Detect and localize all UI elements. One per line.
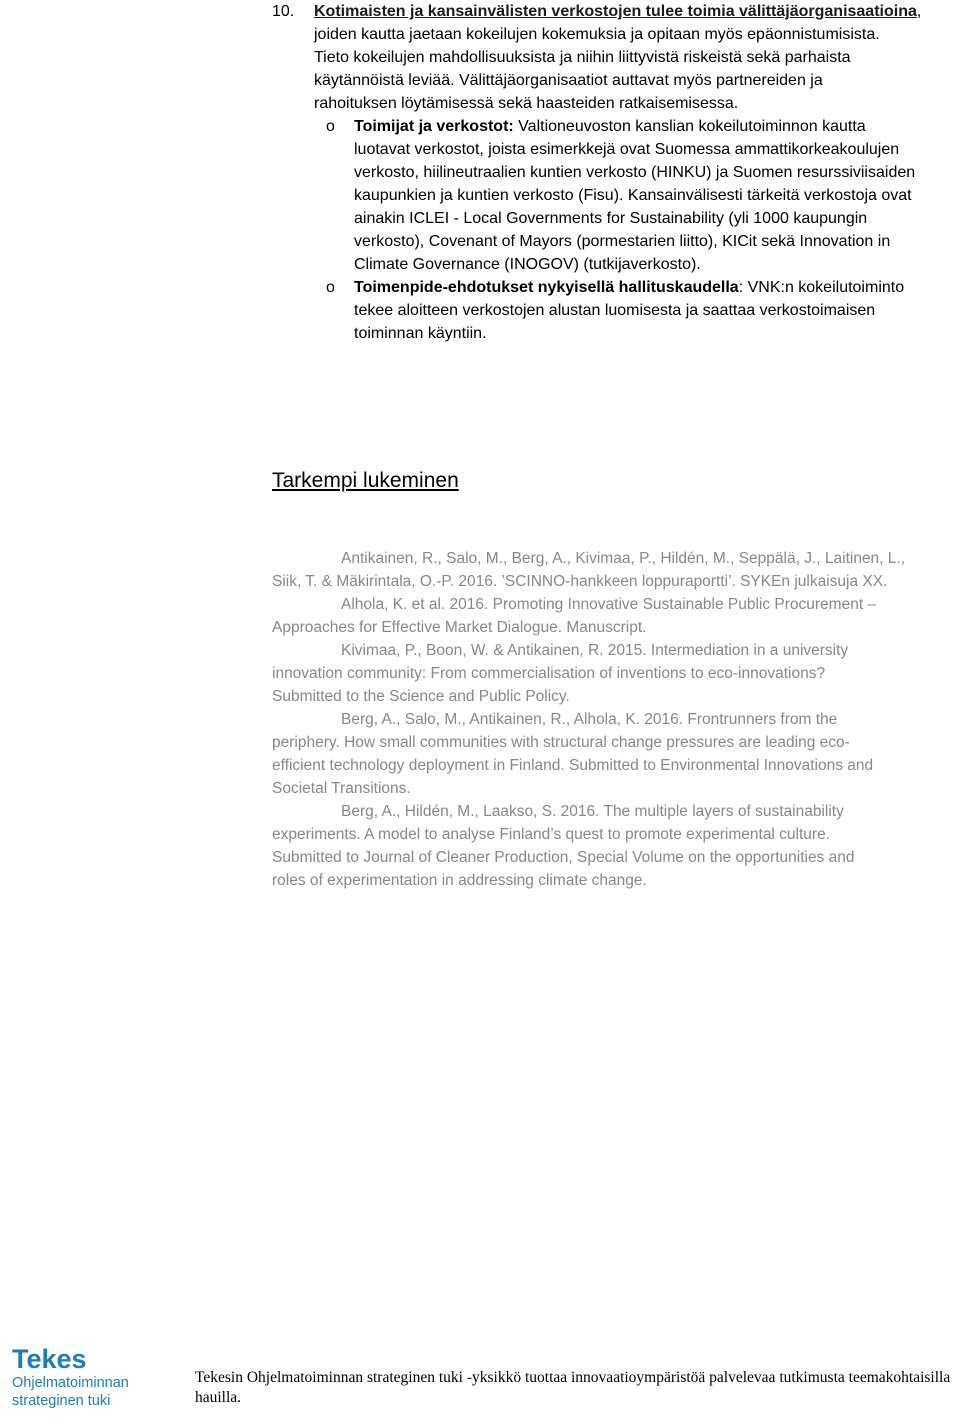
bullet-line: kaupunkien ja kuntien verkosto (Fisu). Kansainvälisesti tärkeitä verkostoja ovat xyxy=(354,187,912,204)
reference-item: Kivimaa, P., Boon, W. & Antikainen, R. 2015. Intermediation in a university innovation community: From commercialisation of inventions to eco-innovations? Submitted to the Science and Public Policy. xyxy=(272,642,849,705)
bullet-line: ainakin ICLEI - Local Governments for Sustainability (yli 1000 kaupungin xyxy=(354,210,868,227)
item-title: Kotimaisten ja kansainvälisten verkostojen tulee toimia välittäjäorganisaatioina xyxy=(314,3,917,20)
reference-item: Berg, A., Hildén, M., Laakso, S. 2016. The multiple layers of sustainability experiments. A model to analyse Finland’s quest to promote experimental culture. Submitted to Journal of Cleaner Production, Special Volume on the opportunities and roles of experimentation in addressing climate change. xyxy=(272,803,855,889)
footer-description-block: Tekesin Ohjelmatoiminnan strateginen tuki -yksikkö tuottaa innovaatioympäristöä palvelevaa tutkimusta teemakohtaisilla hauilla. xyxy=(195,1369,951,1406)
paragraph-line: Tieto kokeilujen mahdollisuuksista ja niihin liittyvistä riskeistä sekä parhaista xyxy=(314,49,851,66)
bullet-item-actors: Toimijat ja verkostot: Valtioneuvoston kanslian kokeilutoiminnon kautta luotavat verkostot, joista esimerkkejä ovat Suomessa ammattikorkeakoulujen verkosto, hiilineutraalien kuntien verkosto (HINKU) ja Suomen resurssiviisaiden kaupunkien ja kuntien verkosto (Fisu). Kansainvälisesti tärkeitä verkostoja ovat ainakin ICLEI - Local Governments for Sustainability (yli 1000 kaupungin verkosto), Covenant of Mayors (pormestarien liitto), KICit sekä Innovation in Climate Governance (INOGOV) (tutkijaverkosto). xyxy=(354,115,959,276)
bullet-label: Toimenpide-ehdotukset nykyisellä hallituskaudella xyxy=(354,279,739,296)
section-heading: Tarkempi lukeminen xyxy=(272,469,459,492)
bullet-line: verkosto, hiilineutraalien kuntien verkosto (HINKU) ja Suomen resurssiviisaiden xyxy=(354,164,916,181)
tekes-logo xyxy=(12,1346,152,1412)
paragraph-line: rahoituksen löytämisessä sekä haasteiden ratkaisemisessa. xyxy=(314,95,739,112)
reference-list xyxy=(272,547,960,892)
bullet-mark: o xyxy=(326,118,335,135)
logo-wordmark: Tekes xyxy=(12,1346,87,1374)
paragraph-line: joiden kautta jaetaan kokeilujen kokemuksia ja opitaan myös epäonnistumisista. xyxy=(314,26,880,43)
bullet-line: toiminnan käyntiin. xyxy=(354,325,487,342)
reference-item: Antikainen, R., Salo, M., Berg, A., Kivimaa, P., Hildén, M., Seppälä, J., Laitinen, L., Siik, T. & Mäkirintala, O.-P. 2016. ’SCINNO-hankkeen loppuraportti’. SYKEn julkaisuja XX. xyxy=(272,550,906,590)
logo-subtitle-line: Ohjelmatoiminnan xyxy=(12,1375,129,1391)
bullet-mark: o xyxy=(326,279,335,296)
logo-subtitle-line: strateginen tuki xyxy=(12,1393,111,1409)
bullet-label: Toimijat ja verkostot: xyxy=(354,118,514,135)
reference-item: Berg, A., Salo, M., Antikainen, R., Alhola, K. 2016. Frontrunners from the periphery. How small communities with structural change pressures are leading eco- efficient technology deployment in Finland. Submitted to Environmental Innovations and Societal Transitions. xyxy=(272,711,874,797)
paragraph-line: käytännöistä leviää. Välittäjäorganisaatiot auttavat myös partnereiden ja xyxy=(314,72,823,89)
bullet-line: tekee aloitteen verkostojen alustan luomisesta ja saattaa verkostoimaisen xyxy=(354,302,876,319)
bullet-line: Climate Governance (INOGOV) (tutkijaverkosto). xyxy=(354,256,701,273)
bullet-item-proposals: Toimenpide-ehdotukset nykyisellä hallituskaudella: VNK:n kokeilutoiminto tekee aloitteen verkostojen alustan luomisesta ja saattaa verkostoimaisen toiminnan käyntiin. xyxy=(354,276,959,345)
list-item-10: Kotimaisten ja kansainvälisten verkostojen tulee toimia välittäjäorganisaatioina, joiden kautta jaetaan kokeilujen kokemuksia ja opitaan myös epäonnistumisista. Tieto kokeilujen mahdollisuuksista ja niihin liittyvistä riskeistä sekä parhaista käytännöistä leviää. Välittäjäorganisaatiot auttavat myös partnereiden ja rahoituksen löytämisessä sekä haasteiden ratkaisemisessa. xyxy=(314,0,954,115)
reference-item: Alhola, K. et al. 2016. Promoting Innovative Sustainable Public Procurement – Approaches for Effective Market Dialogue. Manuscript. xyxy=(272,596,877,636)
bullet-line: verkosto), Covenant of Mayors (pormestarien liitto), KICit sekä Innovation in xyxy=(354,233,891,250)
bullet-line: luotavat verkostot, joista esimerkkejä ovat Suomessa ammattikorkeakoulujen xyxy=(354,141,900,158)
list-number: 10. xyxy=(272,3,295,20)
